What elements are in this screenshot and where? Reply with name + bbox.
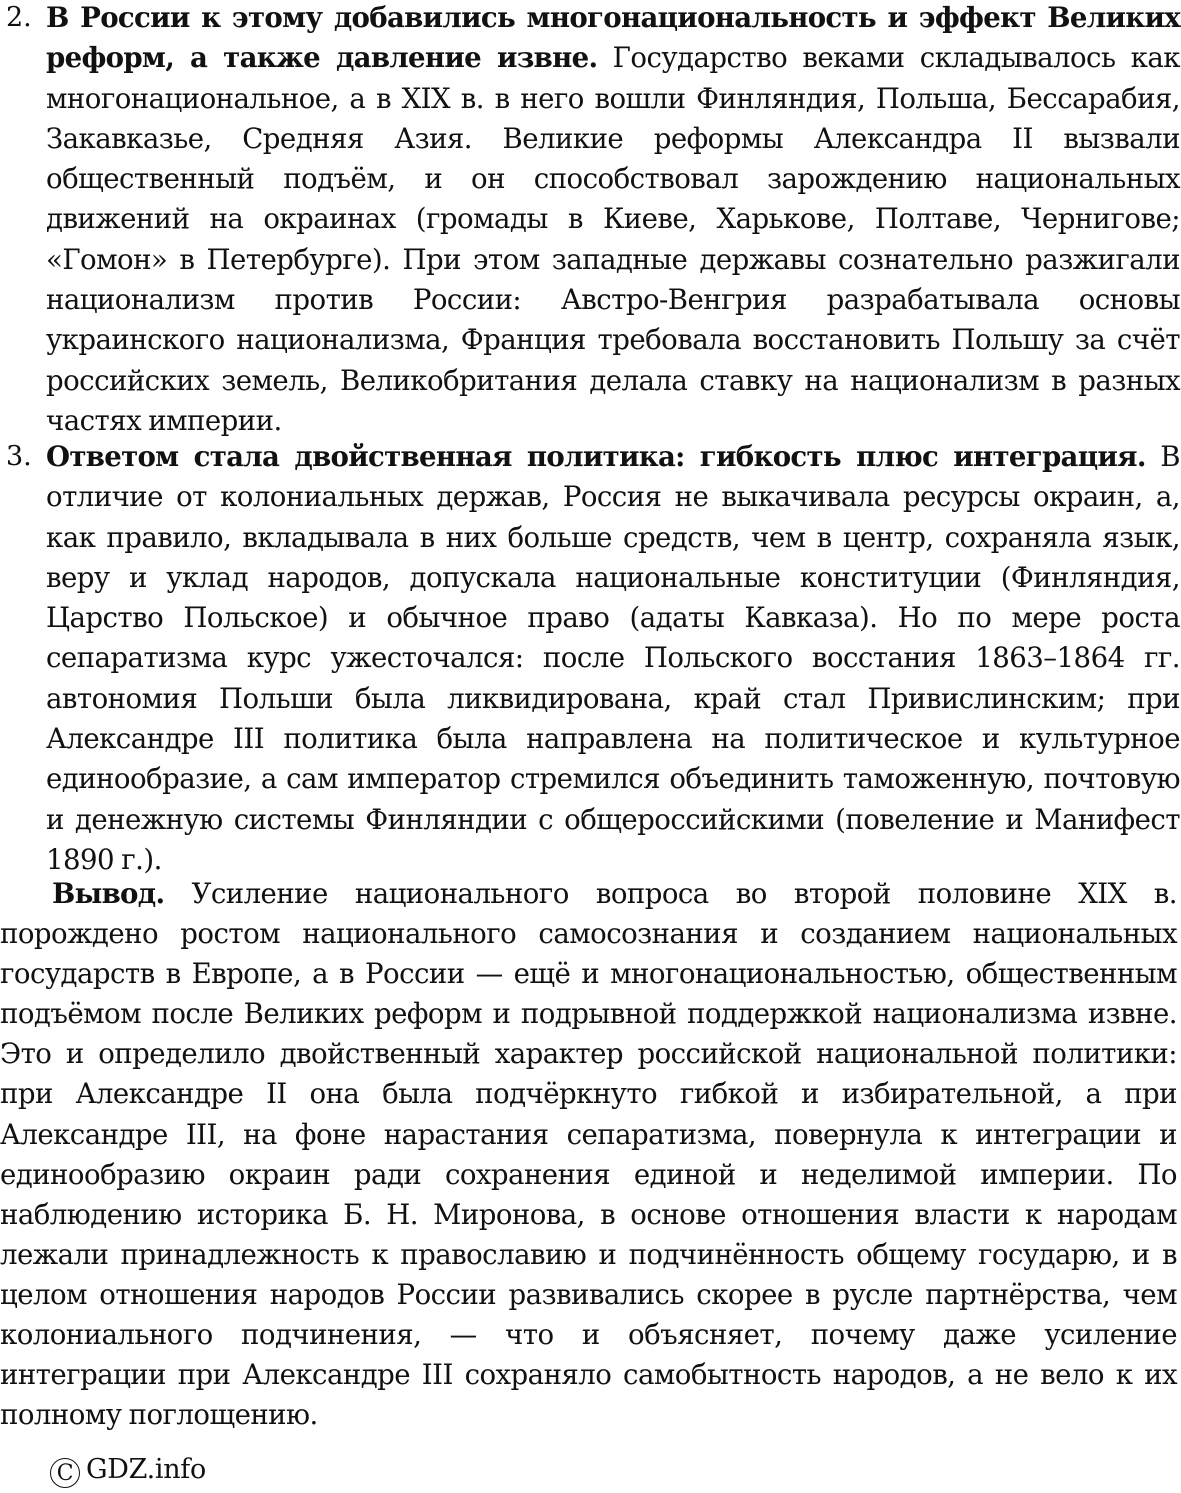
list-item-number: 3. <box>6 441 32 472</box>
site-name: GDZ.info <box>86 1454 206 1485</box>
copyright-footer <box>50 1452 206 1488</box>
list-item-body: Государство веками складывалось как многонациональное, а в XIX в. в него вошли Финляндия, Польша, Бессарабия, Закавказье, Средняя Азия. Великие реформы Александра II вызвали общественный подъём, и он способствовал зарождению национальных движений на окраинах (громады в Киеве, Харькове, Полтаве, Чернигове; «Гомон» в Петербурге). При этом западные державы сознательно разжигали национализм против России: Австро-Венгрия разрабатывала основы украинского национализма, Франция требовала восстановить Польшу за счёт российских земель, Великобритания делала ставку на национализм в разных частях империи. <box>46 41 1180 437</box>
list-item-3 <box>0 437 1181 880</box>
copyright-icon: C <box>50 1458 80 1488</box>
conclusion-paragraph <box>0 874 1177 1435</box>
list-item-text <box>46 437 1180 880</box>
list-item-number: 2. <box>6 2 32 33</box>
conclusion-text: Усиление национального вопроса во второй половине XIX в. порождено ростом национального самосознания и созданием национальных государств в Европе, а в России — ещё и многонациональностью, общественным подъёмом после Великих реформ и подрывной поддержкой национализма извне. Это и определило двойственный характер российской национальной политики: при Александре II она была подчёркнуто гибкой и избирательной, а при Александре III, на фоне нарастания сепаратизма, повернула к интеграции и единообразию окраин ради сохранения единой и неделимой империи. По наблюдению историка Б. Н. Миронова, в основе отношения власти к народам лежали принадлежность к православию и подчинённость общему государю, и в целом отношения народов России развивались скорее в русле партнёрства, чем колониального подчинения, — что и объясняет, почему даже усиление интеграции при Александре III сохраняло самобытность народов, а не вело к их полному поглощению. <box>0 877 1177 1432</box>
list-item-text <box>46 0 1180 441</box>
conclusion-label: Вывод. <box>52 877 165 910</box>
list-item-body: В отличие от колониальных держав, Россия не выкачивала ресурсы окраин, а, как правило, вкладывала в них больше средств, чем в центр, сохраняла язык, веру и уклад народов, допускала национальные конституции (Финляндия, Царство Польское) и обычное право (адаты Кавказа). Но по мере роста сепаратизма курс ужесточался: после Польского восстания 1863–1864 гг. автономия Польши была ликвидирована, край стал Привислинским; при Александре III политика была направлена на политическое и культурное единообразие, а сам император стремился объединить таможенную, почтовую и денежную системы Финляндии с общероссийскими (повеление и Манифест 1890 г.). <box>46 440 1180 876</box>
list-item-2 <box>0 0 1181 441</box>
list-item-heading: В России к этому добавились многонациональность и эффект Великих реформ, а также давление извне. <box>46 1 1180 75</box>
list-item-heading: Ответом стала двойственная политика: гибкость плюс интеграция. <box>46 440 1146 473</box>
